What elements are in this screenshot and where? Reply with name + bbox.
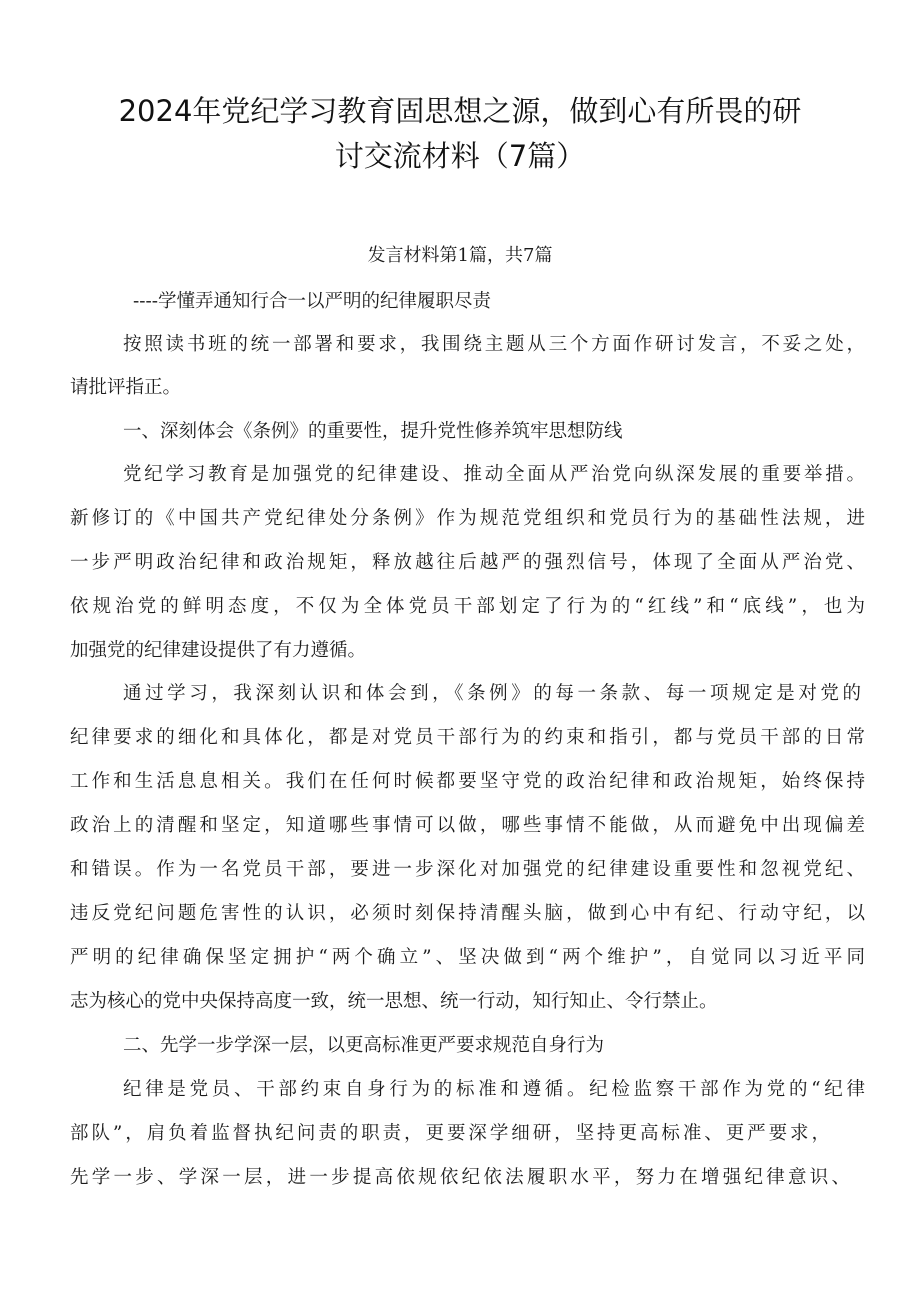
paragraph-line: 志为核心的党中央保持高度一致，统一思想、统一行动，知行知止、令行禁止。 xyxy=(70,991,718,1012)
paragraph-line: 按照读书班的统一部署和要求，我围绕主题从三个方面作研讨发言，不妥之处， xyxy=(123,334,865,355)
document-title-line-2: 讨交流材料（7篇） xyxy=(334,139,586,173)
paragraph-line: 加强党的纪律建设提供了有力遵循。 xyxy=(70,640,367,661)
paragraph-line: 一步严明政治纪律和政治规矩，释放越往后越严的强烈信号，体现了全面从严治党、 xyxy=(70,552,865,573)
paragraph-line: 依规治党的鲜明态度，不仅为全体党员干部划定了行为的“红线”和“底线”，也为 xyxy=(70,596,865,617)
paragraph-line: 政治上的清醒和坚定，知道哪些事情可以做，哪些事情不能做，从而避免中出现偏差 xyxy=(70,815,865,836)
paragraph-line: 纪律是党员、干部约束自身行为的标准和遵循。纪检监察干部作为党的“纪律 xyxy=(123,1079,865,1100)
paragraph-line: 违反党纪问题危害性的认识，必须时刻保持清醒头脑，做到心中有纪、行动守纪，以 xyxy=(70,903,865,924)
document-title-line-1: 2024年党纪学习教育固思想之源，做到心有所畏的研 xyxy=(118,94,802,128)
paragraph-line: 纪律要求的细化和具体化，都是对党员干部行为的约束和指引，都与党员干部的日常 xyxy=(70,727,865,748)
paragraph-line: 先学一步、学深一层，进一步提高依规依纪依法履职水平，努力在增强纪律意识、 xyxy=(70,1167,850,1188)
paragraph-line: 工作和生活息息相关。我们在任何时候都要坚守党的政治纪律和政治规矩，始终保持 xyxy=(70,771,865,792)
paragraph-line: 严明的纪律确保坚定拥护“两个确立”、坚决做到“两个维护”，自觉同以习近平同 xyxy=(70,947,865,968)
section-heading: 一、深刻体会《条例》的重要性，提升党性修养筑牢思想防线 xyxy=(123,421,623,442)
paragraph-line: 部队”，肩负着监督执纪问责的职责，更要深学细研，坚持更高标准、更严要求， xyxy=(70,1123,830,1144)
paragraph-line: 党纪学习教育是加强党的纪律建设、推动全面从严治党向纵深发展的重要举措。 xyxy=(123,464,865,485)
document-subtitle: 发言材料第1篇，共7篇 xyxy=(367,245,553,266)
paragraph-line: 通过学习，我深刻认识和体会到，《条例》的每一条款、每一项规定是对党的 xyxy=(123,683,861,704)
section-heading: 二、先学一步学深一层，以更高标准更严要求规范自身行为 xyxy=(123,1035,605,1056)
paragraph-line: 和错误。作为一名党员干部，要进一步深化对加强党的纪律建设重要性和忽视党纪、 xyxy=(70,859,865,880)
paragraph-line: 新修订的《中国共产党纪律处分条例》作为规范党组织和党员行为的基础性法规，进 xyxy=(70,508,865,529)
section-tagline: ----学懂弄通知行合一以严明的纪律履职尽责 xyxy=(133,291,492,312)
paragraph-line: 请批评指正。 xyxy=(70,377,182,398)
